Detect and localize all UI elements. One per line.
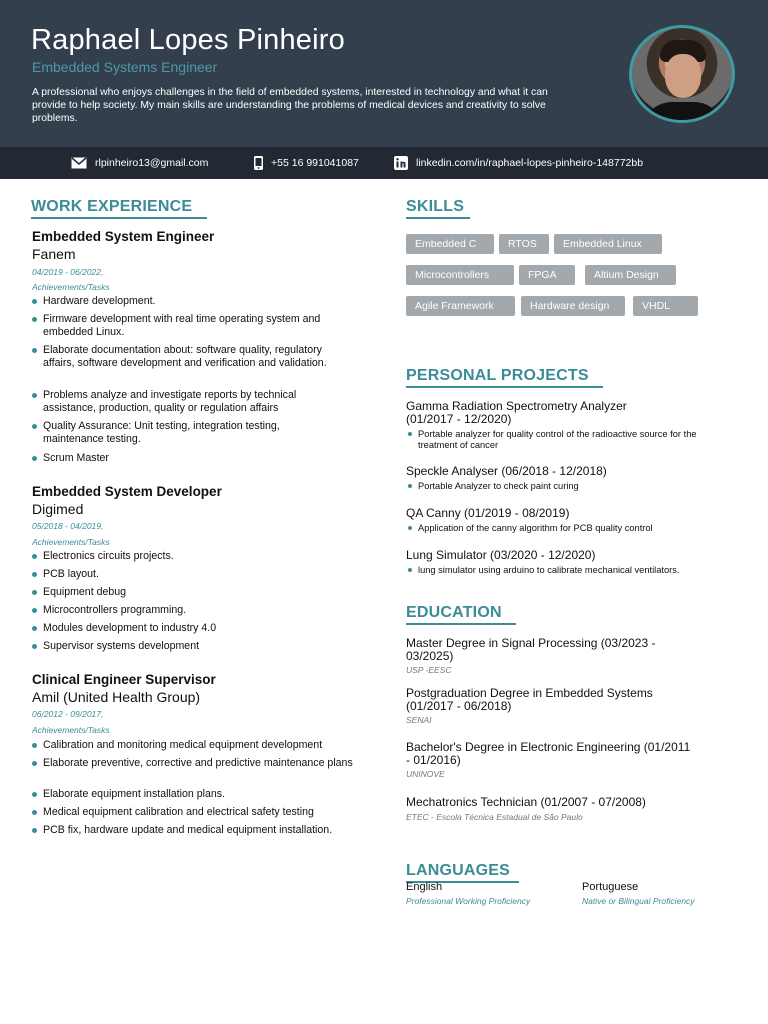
language-name: Portuguese bbox=[582, 881, 639, 893]
job-bullet: PCB layout. bbox=[43, 568, 363, 581]
candidate-role: Embedded Systems Engineer bbox=[32, 59, 218, 75]
profile-photo bbox=[629, 25, 735, 123]
skill-tag: Altium Design bbox=[585, 265, 676, 285]
job-achievements-label: Achievements/Tasks bbox=[32, 725, 110, 735]
project-bullet: lung simulator using arduino to calibrate mechanical ventilators. bbox=[418, 565, 748, 576]
skills-rule bbox=[406, 217, 470, 219]
candidate-name: Raphael Lopes Pinheiro bbox=[31, 24, 345, 56]
job-bullet: Scrum Master bbox=[43, 452, 363, 465]
language-level: Native or Bilingual Proficiency bbox=[582, 896, 695, 906]
job-achievements-label: Achievements/Tasks bbox=[32, 282, 110, 292]
skill-tag: VHDL bbox=[633, 296, 698, 316]
phone-text: +55 16 991041087 bbox=[271, 157, 359, 169]
contact-bar bbox=[0, 147, 768, 179]
job-bullet: Medical equipment calibration and electrical safety testing bbox=[43, 806, 363, 819]
project-title: Lung Simulator (03/2020 - 12/2020) bbox=[406, 548, 596, 562]
project-title: Speckle Analyser (06/2018 - 12/2018) bbox=[406, 464, 607, 478]
skill-tag: Agile Framework bbox=[406, 296, 515, 316]
education-school: USP -EESC bbox=[406, 665, 452, 675]
job-company: Fanem bbox=[32, 246, 76, 262]
email-icon bbox=[71, 157, 87, 169]
skills-heading: SKILLS bbox=[406, 198, 465, 215]
education-heading: EDUCATION bbox=[406, 604, 502, 621]
phone-icon bbox=[254, 156, 263, 170]
contact-email[interactable] bbox=[71, 147, 208, 179]
skill-tag: Embedded C bbox=[406, 234, 494, 254]
projects-rule bbox=[406, 386, 603, 388]
job-bullet: Hardware development. bbox=[43, 295, 363, 308]
job-bullet: Elaborate equipment installation plans. bbox=[43, 788, 363, 801]
job-bullet: Equipment debug bbox=[43, 586, 363, 599]
education-degree: Master Degree in Signal Processing (03/2023 - 03/2025) bbox=[406, 636, 656, 663]
job-bullet: Firmware development with real time operating system and embedded Linux. bbox=[43, 313, 363, 339]
job-title: Embedded System Engineer bbox=[32, 229, 215, 244]
contact-linkedin[interactable] bbox=[394, 147, 643, 179]
education-degree: Bachelor's Degree in Electronic Engineering (01/2011 - 01/2016) bbox=[406, 740, 691, 767]
education-school: UNINOVE bbox=[406, 769, 445, 779]
job-bullet: Microcontrollers programming. bbox=[43, 604, 363, 617]
skill-tag: Embedded Linux bbox=[554, 234, 662, 254]
job-title: Embedded System Developer bbox=[32, 484, 222, 499]
job-company: Amil (United Health Group) bbox=[32, 689, 201, 705]
job-bullet: Quality Assurance: Unit testing, integration testing, maintenance testing. bbox=[43, 420, 333, 446]
work-experience-heading: WORK EXPERIENCE bbox=[31, 198, 193, 215]
education-school: ETEC - Escola Técnica Estadual de São Paulo bbox=[406, 812, 583, 822]
skill-tag: RTOS bbox=[499, 234, 549, 254]
education-rule bbox=[406, 623, 516, 625]
project-bullet: Portable Analyzer to check paint curing bbox=[418, 481, 748, 492]
linkedin-icon bbox=[394, 156, 408, 170]
language-name: English bbox=[406, 881, 443, 893]
languages-heading: LANGUAGES bbox=[406, 862, 511, 879]
job-bullet: Supervisor systems development bbox=[43, 640, 363, 653]
job-dates: 04/2019 - 06/2022, bbox=[32, 267, 104, 277]
skill-tag: Hardware design bbox=[521, 296, 625, 316]
language-level: Professional Working Proficiency bbox=[406, 896, 531, 906]
project-bullet: Portable analyzer for quality control of the radioactive source for the treatment of cancer bbox=[418, 429, 728, 451]
email-text: rlpinheiro13@gmail.com bbox=[95, 157, 209, 169]
job-bullet: Elaborate documentation about: software quality, regulatory affairs, software development and verification and validation. bbox=[43, 344, 333, 370]
job-bullet: Modules development to industry 4.0 bbox=[43, 622, 363, 635]
job-dates: 05/2018 - 04/2019, bbox=[32, 521, 104, 531]
project-bullet: Application of the canny algorithm for PCB quality control bbox=[418, 523, 748, 534]
resume-header bbox=[0, 0, 768, 147]
skill-tag: FPGA bbox=[519, 265, 575, 285]
education-degree: Mechatronics Technician (01/2007 - 07/2008) bbox=[406, 795, 646, 809]
profile-summary: A professional who enjoys challenges in the field of embedded systems, interested in technology and what it can provide to help society. My main skills are understanding the problems of medical devices and creativity to solve problems. bbox=[32, 87, 548, 124]
job-achievements-label: Achievements/Tasks bbox=[32, 537, 110, 547]
projects-heading: PERSONAL PROJECTS bbox=[406, 367, 589, 384]
project-title: Gamma Radiation Spectrometry Analyzer (01/2017 - 12/2020) bbox=[406, 399, 627, 426]
job-company: Digimed bbox=[32, 501, 84, 517]
job-bullet: Calibration and monitoring medical equipment development bbox=[43, 739, 363, 752]
education-degree: Postgraduation Degree in Embedded Systems (01/2017 - 06/2018) bbox=[406, 686, 653, 713]
linkedin-text: linkedin.com/in/raphael-lopes-pinheiro-148772bb bbox=[416, 157, 644, 169]
job-bullet: Elaborate preventive, corrective and predictive maintenance plans bbox=[43, 757, 363, 770]
project-title: QA Canny (01/2019 - 08/2019) bbox=[406, 506, 570, 520]
job-title: Clinical Engineer Supervisor bbox=[32, 672, 216, 687]
education-school: SENAI bbox=[406, 715, 432, 725]
job-dates: 06/2012 - 09/2017, bbox=[32, 709, 104, 719]
job-bullet: PCB fix, hardware update and medical equipment installation. bbox=[43, 824, 343, 837]
contact-phone[interactable] bbox=[254, 147, 359, 179]
skill-tag: Microcontrollers bbox=[406, 265, 514, 285]
job-bullet: Problems analyze and investigate reports by technical assistance, production, quality or regulation affairs bbox=[43, 389, 333, 415]
work-experience-rule bbox=[31, 217, 207, 219]
job-bullet: Electronics circuits projects. bbox=[43, 550, 363, 563]
